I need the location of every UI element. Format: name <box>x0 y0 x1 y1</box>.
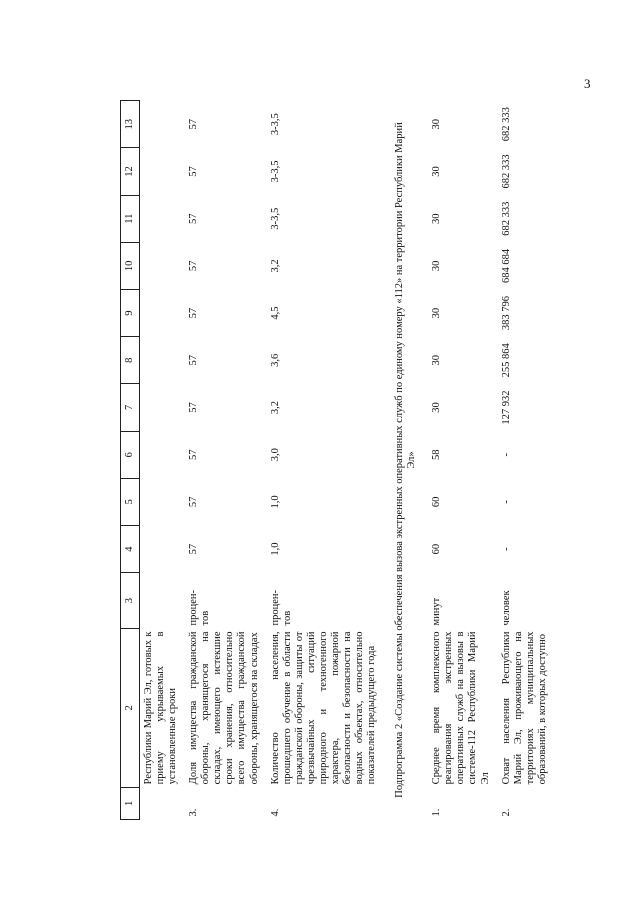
col-header: 12 <box>121 148 140 195</box>
col-header: 2 <box>121 629 140 788</box>
value-cell <box>140 431 186 478</box>
value-cell: 3-3,5 <box>269 207 281 230</box>
value-cell: 57 <box>188 543 200 555</box>
value-cell: 57 <box>188 496 200 508</box>
unit <box>140 573 186 629</box>
value-cell <box>140 101 186 148</box>
value-cell: 127 932 <box>500 390 512 425</box>
value-cell <box>140 478 186 525</box>
value-cell: 3,6 <box>269 353 281 367</box>
value-cell: 60 <box>431 543 443 555</box>
col-header: 5 <box>121 478 140 525</box>
row-number: 1. <box>431 808 443 817</box>
value-cell: - <box>500 547 512 551</box>
col-header: 6 <box>121 431 140 478</box>
value-cell <box>140 148 186 195</box>
value-cell: - <box>500 500 512 504</box>
col-header: 8 <box>121 337 140 384</box>
unit: человек <box>500 590 512 626</box>
value-cell: 57 <box>188 307 200 319</box>
col-header: 4 <box>121 526 140 573</box>
subprogram-row <box>384 101 428 820</box>
col-header: 10 <box>121 242 140 289</box>
value-cell: - <box>500 452 512 457</box>
table-row <box>185 101 266 820</box>
value-cell: 684 684 <box>500 248 512 283</box>
value-cell: 3-3,5 <box>269 160 281 183</box>
col-header: 1 <box>121 787 140 819</box>
col-header: 3 <box>121 573 140 629</box>
value-cell: 30 <box>431 355 443 366</box>
value-cell: 383 796 <box>500 296 512 331</box>
value-cell <box>140 242 186 289</box>
indicator-name: Среднее время комплексного реагирования экстренных оперативных служб на вызовы в системе-112 Республики Марий Эл <box>431 631 491 785</box>
value-cell: 682 333 <box>500 107 512 142</box>
value-cell: 3,2 <box>269 259 281 273</box>
indicator-name: Республики Марий Эл, готовых к приему укрываемых в установленные сроки <box>143 631 179 785</box>
value-cell: 57 <box>188 449 200 460</box>
row-number: 4. <box>269 808 281 817</box>
value-cell: 682 333 <box>500 154 512 189</box>
row-number <box>140 787 186 819</box>
value-cell: 58 <box>431 449 443 460</box>
value-cell <box>140 526 186 573</box>
indicator-name: Доля имущества гражданской обороны, хранящегося на складах, имеющего истекшие сроки хранения, относительно всего имущества гражданской обороны, хранящегося на складах <box>188 631 260 785</box>
value-cell: 60 <box>431 496 443 508</box>
table-row <box>140 101 186 820</box>
row-number: 2. <box>500 808 512 817</box>
value-cell: 57 <box>188 355 200 366</box>
col-header: 11 <box>121 195 140 242</box>
value-cell: 57 <box>188 118 200 130</box>
rotated-table-container <box>120 100 620 820</box>
value-cell: 3,0 <box>269 448 281 462</box>
value-cell <box>140 195 186 242</box>
unit: процен-тов <box>269 589 293 626</box>
indicators-table <box>120 100 555 820</box>
row-number: 3. <box>188 808 200 817</box>
value-cell: 30 <box>431 166 443 177</box>
indicator-name: Охват населения Республики Марий Эл, проживающего на территориях муниципальных образований, в которых доступно <box>500 631 548 785</box>
unit: минут <box>431 597 443 626</box>
value-cell: 30 <box>431 260 443 272</box>
value-cell: 30 <box>431 307 443 319</box>
col-header: 9 <box>121 289 140 336</box>
value-cell: 57 <box>188 166 200 177</box>
value-cell: 57 <box>188 260 200 272</box>
col-header: 13 <box>121 101 140 148</box>
value-cell: 3-3,5 <box>269 113 281 136</box>
value-cell: 57 <box>188 402 200 413</box>
subprogram-title: Подпрограмма 2 «Создание системы обеспечения вызова экстренных оперативных служб по единому номеру «112» на территории Республики Марий Эл» <box>394 122 418 798</box>
value-cell <box>140 337 186 384</box>
value-cell: 57 <box>188 213 200 224</box>
value-cell: 1,0 <box>269 495 281 509</box>
value-cell: 255 864 <box>500 343 512 378</box>
table-row <box>428 101 497 820</box>
value-cell: 682 333 <box>500 201 512 236</box>
value-cell: 30 <box>431 402 443 413</box>
value-cell: 4,5 <box>269 306 281 320</box>
value-cell <box>140 384 186 431</box>
unit: процен-тов <box>188 589 212 626</box>
table-row <box>498 101 555 820</box>
page-number: 3 <box>584 76 591 91</box>
header-row <box>121 101 140 820</box>
value-cell: 1,0 <box>269 542 281 556</box>
value-cell: 30 <box>431 118 443 130</box>
value-cell <box>140 289 186 336</box>
value-cell: 3,2 <box>269 400 281 415</box>
value-cell: 30 <box>431 213 443 224</box>
table-row <box>267 101 385 820</box>
indicator-name: Количество населения, прошедшего обучение в области гражданской обороны, защиты от чрезвычайных ситуаций природного и техногенного характера, пожарной безопасности и безопасности на водных объектах, относительно показателей предыдущего года <box>269 631 378 785</box>
col-header: 7 <box>121 384 140 431</box>
